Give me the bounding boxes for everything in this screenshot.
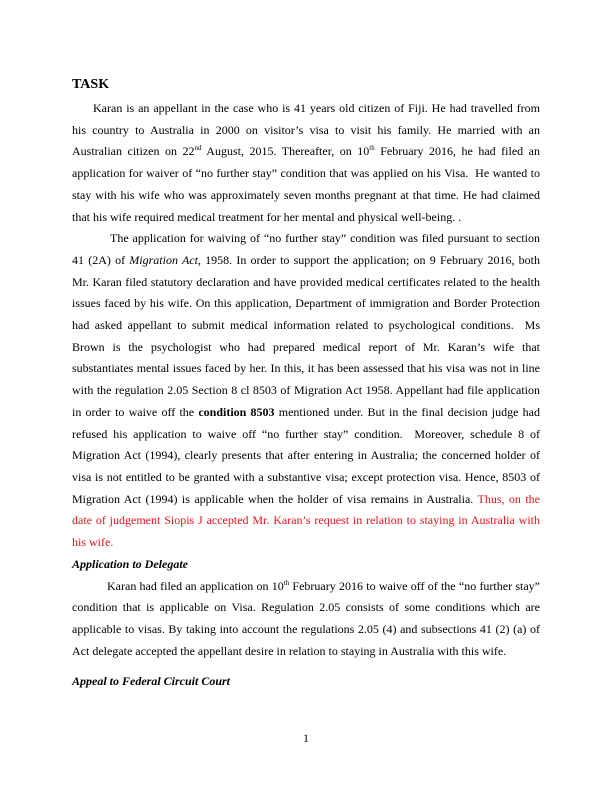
p2-judgement-highlight: Thus, on the date of judgement Siopis J accepted Mr. Karan’s request in relation to staying in Australia with his wife.: [72, 491, 540, 550]
p1-superscript-nd: nd: [194, 144, 202, 153]
task-heading: TASK: [72, 77, 110, 92]
p2-condition-bold: condition 8503: [198, 404, 275, 419]
paragraph-background: [72, 98, 540, 228]
paragraph-delegate: [72, 576, 540, 663]
p1-text-1: Karan is an appellant in the case who is 41 years old citizen of Fiji. He had travelled from his country to Australia in 2000 on visitor’s visa to visit his family. He married with an Australian citizen on 22: [72, 101, 540, 159]
paragraph-application: [72, 228, 540, 554]
p2-text-2: , 1958. In order to support the application; on 9 February 2016, both Mr. Karan filed statutory declaration and have provided medical certificates related to the health issues faced by his wife. On this application, Department of immigration and Border Protection had asked appellant to submit medical information related to psychological conditions. Ms Brown is the psychologist who had prepared medical report of Mr. Karan’s wife that substantiates mental issues faced by her. In this, it has been assessed that his visa was not in line with the regulation 2.05 Section 8 cl 8503 of Migration Act 1958. Appellant had file application in order to waive off the: [72, 252, 541, 419]
p2-text-1: The application for waiving of “no further stay” condition was filed pursuant to section 41 (2A) of: [72, 231, 540, 267]
document-page: [72, 76, 540, 689]
p1-text-3: February 2016, he had filed an application for waiver of “no further stay” condition that was applied on his Visa. He wanted to stay with his wife who was approximately seven months pregnant at that time. He had claimed that his wife required medical treatment for her mental and physical well-being. .: [72, 144, 540, 224]
p3-text-1: Karan had filed an application on 10: [107, 578, 284, 593]
page-number: 1: [303, 731, 309, 745]
section-title-application-to-delegate: Application to Delegate: [72, 556, 188, 571]
p1-text-2: August, 2015. Thereafter, on 10: [201, 144, 370, 159]
p3-text-2: February 2016 to waive off of the “no further stay” condition that is applicable on Visa. Regulation 2.05 consists of some conditions which are applicable to visas. By taking into account the regulations 2.05 (4) and subsections 41 (2) (a) of Act delegate accepted the appellant desire in relation to staying in Australia with this wife.: [72, 578, 540, 658]
p2-act-italic: Migration Act: [129, 252, 198, 267]
p2-text-3: mentioned under. But in the final decision judge had refused his application to waive off “no further stay” condition. Moreover, schedule 8 of Migration Act (1994), clearly presents that after entering in Australia; the concerned holder of visa is not entitled to be granted with a substantive visa; except protection visa. Hence, 8503 of Migration Act (1994) is applicable when the holder of visa remains in Australia.: [72, 404, 540, 506]
p1-superscript-th: th: [369, 144, 375, 153]
section-title-appeal-federal-circuit-court: Appeal to Federal Circuit Court: [72, 673, 231, 688]
p3-superscript-th: th: [283, 578, 290, 587]
